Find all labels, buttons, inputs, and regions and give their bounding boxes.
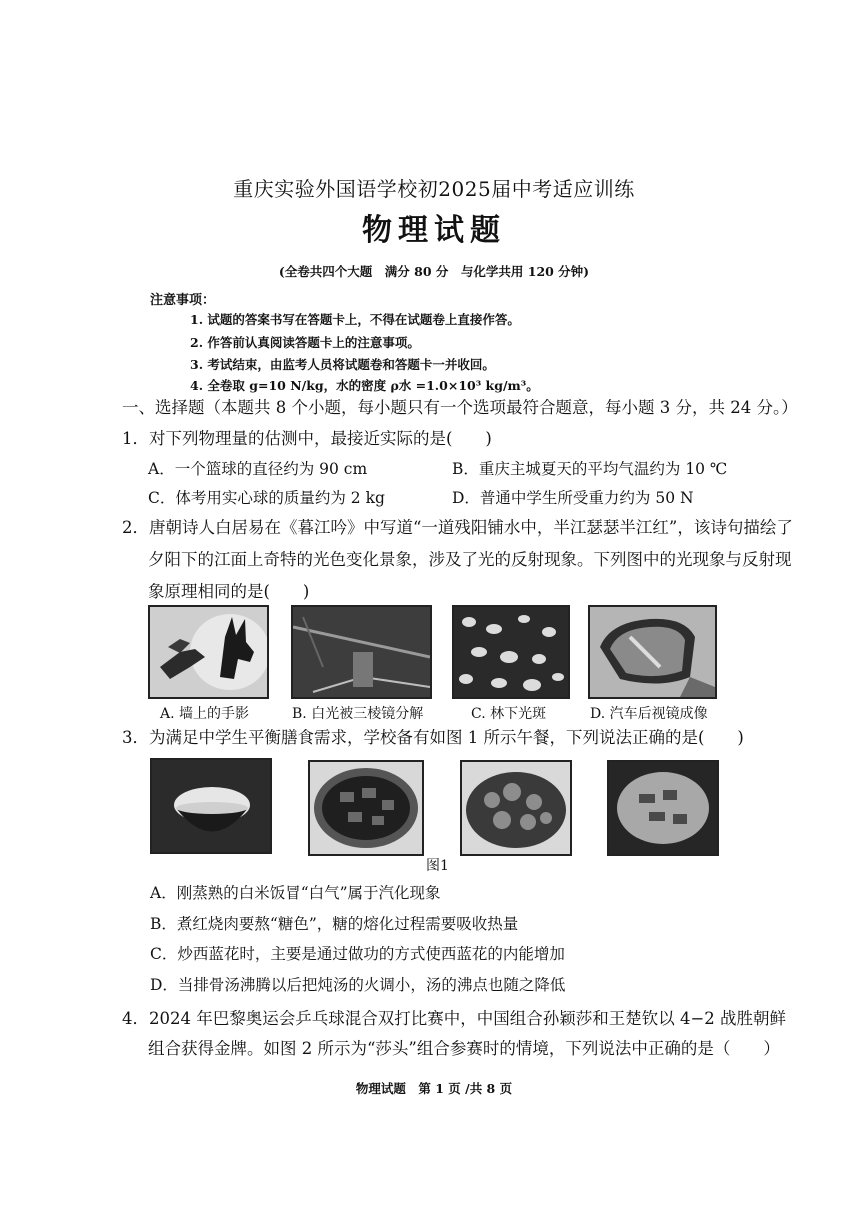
q2-line-3: 象原理相同的是( ): [148, 582, 310, 601]
notice-item-4: 4. 全卷取 g=10 N/kg，水的密度 ρ水 =1.0×10³ kg/m³。: [190, 378, 539, 393]
rearview-mirror-photo: [588, 605, 717, 699]
notice-item-2: 2. 作答前认真阅读答题卡上的注意事项。: [190, 335, 420, 350]
q2-line-1: 2．唐朝诗人白居易在《暮江吟》中写道“一道残阳铺水中，半江瑟瑟半江红”，该诗句描绘了: [122, 518, 793, 537]
q3-option-b: B．煮红烧肉要熬“糖色”，糖的熔化过程需要吸收热量: [150, 915, 519, 933]
q2-caption-a: A. 墙上的手影: [160, 706, 250, 722]
notice-title: 注意事项：: [150, 293, 216, 308]
notice-item-1: 1. 试题的答案书写在答题卡上，不得在试题卷上直接作答。: [190, 312, 520, 327]
q1-option-a: A．一个篮球的直径约为 90 cm: [148, 460, 368, 478]
rice-bowl-photo: [150, 758, 272, 854]
figure-1-label: 图1: [426, 858, 449, 874]
q3-option-a: A．刚蒸熟的白米饭冒“白气”属于汽化现象: [150, 884, 441, 902]
exam-info: (全卷共四个大题 满分 80 分 与化学共用 120 分钟): [278, 264, 590, 279]
braised-pork-photo: [308, 760, 424, 856]
section-heading: 一、选择题（本题共 8 个小题，每小题只有一个选项最符合题意，每小题 3 分，共 24 分。）: [122, 398, 798, 417]
hand-shadow-photo: [148, 605, 269, 699]
q2-caption-b: B. 白光被三棱镜分解: [292, 706, 424, 722]
notice-item-3: 3. 考试结束，由监考人员将试题卷和答题卡一并收回。: [190, 357, 495, 372]
q3-option-d: D．当排骨汤沸腾以后把炖汤的火调小，汤的沸点也随之降低: [150, 976, 566, 994]
q4-line-2: 组合获得金牌。如图 2 所示为“莎头”组合参赛时的情境，下列说法中正确的是（ ）: [148, 1039, 780, 1058]
q1-option-d: D．普通中学生所受重力约为 50 N: [452, 489, 694, 507]
broccoli-photo: [460, 760, 572, 856]
q1-option-b: B．重庆主城夏天的平均气温约为 10 ℃: [452, 460, 728, 478]
q4-line-1: 4．2024 年巴黎奥运会乒乓球混合双打比赛中，中国组合孙颖莎和王楚钦以 4−2 战胜朝鲜: [122, 1009, 787, 1028]
prism-photo: [291, 605, 432, 699]
q1-option-c: C．体考用实心球的质量约为 2 kg: [148, 489, 385, 507]
rib-soup-photo: [607, 760, 719, 856]
q2-line-2: 夕阳下的江面上奇特的光色变化景象，涉及了光的反射现象。下列图中的光现象与反射现: [148, 550, 792, 569]
school-title: 重庆实验外国语学校初2025届中考适应训练: [233, 177, 635, 201]
q3-stem: 3．为满足中学生平衡膳食需求，学校备有如图 1 所示午餐，下列说法正确的是( ): [122, 728, 744, 747]
q3-option-c: C．炒西蓝花时，主要是通过做功的方式使西蓝花的内能增加: [150, 945, 565, 963]
subject-title: 物理试题: [362, 213, 506, 248]
page-footer: 物理试题 第 1 页 /共 8 页: [355, 1081, 513, 1096]
q2-caption-c: C. 林下光斑: [471, 706, 547, 722]
q2-caption-d: D. 汽车后视镜成像: [590, 706, 708, 722]
light-spots-photo: [452, 605, 570, 699]
q1-stem: 1．对下列物理量的估测中，最接近实际的是( ): [122, 429, 492, 448]
